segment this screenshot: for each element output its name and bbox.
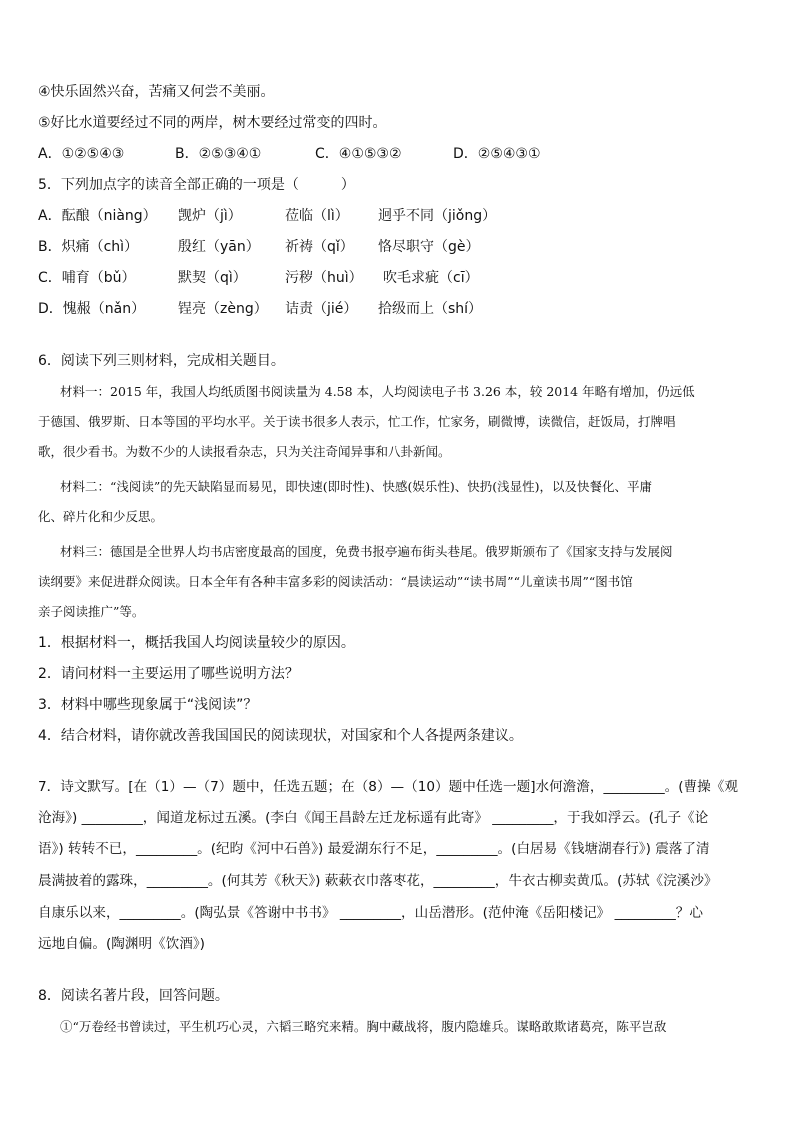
q5-row-a-2: 觊炉（jì） bbox=[178, 208, 242, 224]
q5-stem: 5．下列加点字的读音全部正确的一项是（ ） bbox=[38, 177, 355, 193]
material-2-line-2: 化、碎片化和少反思。 bbox=[38, 509, 164, 524]
q6-sub-1: 1．根据材料一，概括我国人均阅读量较少的原因。 bbox=[38, 635, 355, 651]
prev-option-b: B．②⑤③④① bbox=[175, 146, 262, 162]
material-3-line-1: 材料三：德国是全世界人均书店密度最高的国度，免费书报亭遍布街头巷尾。俄罗斯颁布了《国家支持与发展阅 bbox=[60, 544, 673, 559]
q5-row-d-2: 锃亮（zèng） bbox=[178, 301, 268, 317]
q5-row-d-3: 诘责（jié） bbox=[285, 301, 358, 317]
q7-line-1: 7．诗文默写。[在（1）—（7）题中，任选五题；在（8）—（10）题中任选一题]水何澹澹，_________。(曹操《观 bbox=[38, 779, 738, 795]
q5-row-a-3: 莅临（lì） bbox=[285, 208, 349, 224]
material-3-line-3: 亲子阅读推广”等。 bbox=[38, 604, 145, 619]
q6-sub-3: 3．材料中哪些现象属于“浅阅读”？ bbox=[38, 697, 258, 713]
material-2-line-1: 材料二：“浅阅读”的先天缺陷显而易见，即快速(即时性)、快感(娱乐性)、快扔(浅显性)，以及快餐化、平庸 bbox=[60, 479, 653, 494]
q5-row-c-3: 污秽（huì） bbox=[285, 270, 363, 286]
q7-line-5: 自康乐以来，_________。(陶弘景《答谢中书书》 _________，山岳潜形。(范仲淹《岳阳楼记》 _________？心 bbox=[38, 905, 703, 921]
q5-row-a-1: A．酝酿（niàng） bbox=[38, 208, 157, 224]
q6-sub-2: 2．请问材料一主要运用了哪些说明方法？ bbox=[38, 666, 299, 682]
prev-option-d: D．②⑤④③① bbox=[453, 146, 541, 162]
sentence-item-5: ⑤好比水道要经过不同的两岸，树木要经过常变的四时。 bbox=[38, 115, 387, 131]
sentence-item-4: ④快乐固然兴奋，苦痛又何尝不美丽。 bbox=[38, 84, 275, 100]
q5-row-b-4: 恪尽职守（gè） bbox=[378, 239, 480, 255]
q7-line-6: 远地自偏。(陶渊明《饮酒》) bbox=[38, 936, 205, 952]
q5-row-d-4: 拾级而上（shí） bbox=[378, 301, 483, 317]
q5-row-d-1: D．愧赧（nǎn） bbox=[38, 301, 146, 317]
q7-line-3: 语》) 转转不已，_________。(纪昀《河中石兽》) 最爱湖东行不足，_________。(白居易《钱塘湖春行》) 震落了清 bbox=[38, 841, 710, 857]
q8-stem: 8．阅读名著片段，回答问题。 bbox=[38, 988, 229, 1004]
q5-row-b-1: B．炽痛（chì） bbox=[38, 239, 139, 255]
q5-row-a-4: 迥乎不同（jiǒng） bbox=[378, 208, 497, 224]
material-1-line-2: 于德国、俄罗斯、日本等国的平均水平。关于读书很多人表示，忙工作，忙家务，刷微博，读微信，赶饭局，打牌唱 bbox=[38, 414, 676, 429]
material-1-line-3: 歌，很少看书。为数不少的人读报看杂志，只为关注奇闻异事和八卦新闻。 bbox=[38, 444, 451, 459]
q8-passage-1: ①“万卷经书曾读过，平生机巧心灵，六韬三略究来精。胸中藏战将，腹内隐雄兵。谋略敢欺诸葛亮，陈平岂敌 bbox=[60, 1019, 667, 1034]
q5-row-b-2: 殷红（yān） bbox=[178, 239, 260, 255]
prev-option-a: A．①②⑤④③ bbox=[38, 146, 125, 162]
q7-line-4: 晨满披着的露珠，_________。(何其芳《秋天》) 蔌蔌衣巾落枣花，_________，牛衣古柳卖黄瓜。(苏轼《浣溪沙》 bbox=[38, 873, 718, 889]
q5-row-b-3: 祈祷（qǐ） bbox=[285, 239, 354, 255]
q6-stem: 6．阅读下列三则材料，完成相关题目。 bbox=[38, 353, 285, 369]
material-3-line-2: 读纲要》来促进群众阅读。日本全年有各种丰富多彩的阅读活动：“晨读运动”“读书周”“儿童读书周”“图书馆 bbox=[38, 574, 633, 589]
prev-option-c: C．④①⑤③② bbox=[315, 146, 402, 162]
q7-line-2: 沧海》) _________，闻道龙标过五溪。(李白《闻王昌龄左迁龙标遥有此寄》 _________，于我如浮云。(孔子《论 bbox=[38, 810, 709, 826]
q5-row-c-2: 默契（qì） bbox=[178, 270, 247, 286]
q6-sub-4: 4．结合材料，请你就改善我国国民的阅读现状，对国家和个人各提两条建议。 bbox=[38, 728, 523, 744]
q5-row-c-1: C．哺育（bǔ） bbox=[38, 270, 136, 286]
q5-row-c-4: 吹毛求疵（cī） bbox=[383, 270, 479, 286]
material-1-line-1: 材料一：2015 年，我国人均纸质图书阅读量为 4.58 本，人均阅读电子书 3.26 本，较 2014 年略有增加，仍远低 bbox=[60, 384, 695, 399]
